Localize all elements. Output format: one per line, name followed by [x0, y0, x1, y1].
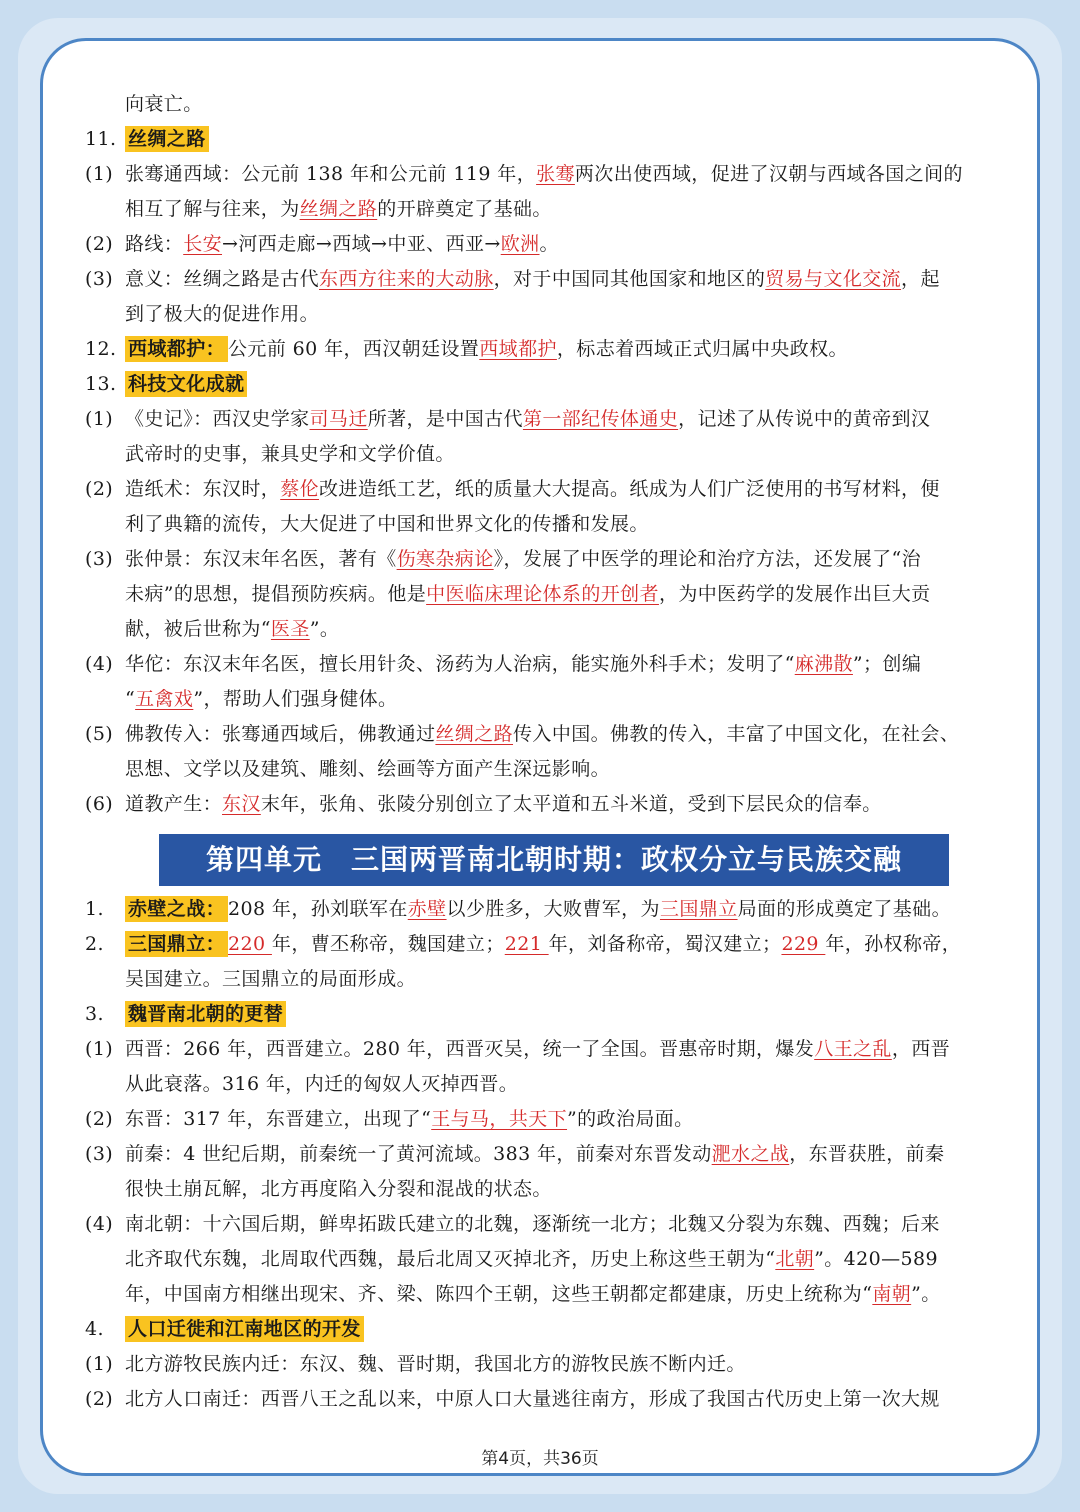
item-number: (1): [85, 408, 114, 430]
line-text: [125, 1102, 694, 1137]
text-run: 年，孙权称帝，: [825, 933, 962, 955]
text-run: 208 年，孙刘联军在: [228, 898, 408, 920]
item-number: (1): [85, 1353, 114, 1375]
text-run: 南北朝：十六国后期，鲜卑拓跋氏建立的北魏，逐渐统一北方；北魏又分裂为东魏、西魏；后来: [125, 1213, 940, 1235]
text-run: 向衰亡。: [125, 93, 203, 115]
key-term: 伤寒杂病论: [396, 548, 494, 570]
key-term: 中医临床理论体系的开创者: [426, 583, 659, 605]
text-line: [85, 507, 1015, 542]
item-number: (3): [85, 548, 114, 570]
text-run: →河西走廊→西域→中亚、西亚→: [222, 233, 501, 255]
key-term: 东西方往来的大动脉: [319, 268, 494, 290]
line-text: [125, 542, 921, 577]
text-run: ”。: [309, 618, 340, 640]
text-run: 从此衰落。316 年，内迁的匈奴人灭掉西晋。: [125, 1073, 519, 1095]
key-term: 医圣: [270, 618, 310, 640]
line-text: [125, 682, 397, 717]
text-line: [85, 962, 1015, 997]
text-run: 年，刘备称帝，蜀汉建立；: [548, 933, 782, 955]
key-term: 麻沸散: [794, 653, 853, 675]
key-term: 长安: [183, 233, 223, 255]
text-run: 年，曹丕称帝，魏国建立；: [271, 933, 505, 955]
key-term: 三国鼎立: [659, 898, 738, 920]
text-run: 华佗：东汉末年名医，擅长用针灸、汤药为人治病，能实施外科手术；发明了“: [125, 653, 795, 675]
text-run: ，为中医药学的发展作出巨大贡: [658, 583, 931, 605]
highlighted-heading: 魏晋南北朝的更替: [125, 1001, 286, 1027]
key-term: 221: [504, 933, 549, 955]
text-run: 相互了解与往来，为: [125, 198, 300, 220]
text-line: [85, 192, 1015, 227]
highlighted-heading: 西域都护：: [125, 336, 228, 362]
text-run: 张骞通西域：公元前 138 年和公元前 119 年，: [125, 163, 537, 185]
text-line: [85, 367, 1015, 402]
text-run: 道教产生：: [125, 793, 223, 815]
text-line: [85, 262, 1015, 297]
line-text: [125, 892, 951, 927]
key-term: 南朝: [872, 1283, 912, 1305]
text-run: 思想、文学以及建筑、雕刻、绘画等方面产生深远影响。: [125, 758, 611, 780]
text-run: 改进造纸工艺，纸的质量大大提高。纸成为人们广泛使用的书写材料，便: [319, 478, 940, 500]
text-run: 路线：: [125, 233, 184, 255]
line-text: [125, 1207, 940, 1242]
line-text: [125, 997, 286, 1032]
item-number: (3): [85, 268, 114, 290]
line-text: [125, 1312, 364, 1347]
line-text: [125, 87, 203, 122]
text-line: [85, 1312, 1015, 1347]
line-text: [125, 227, 559, 262]
text-line: [85, 717, 1015, 752]
key-term: 司马迁: [309, 408, 368, 430]
key-term: 八王之乱: [814, 1038, 892, 1060]
text-run: ，西晋: [891, 1038, 951, 1060]
unit-title: 第四单元 三国两晋南北朝时期：政权分立与民族交融: [159, 834, 949, 886]
text-run: 未病”的思想，提倡预防疾病。他是: [125, 583, 427, 605]
text-run: 利了典籍的流传，大大促进了中国和世界文化的传播和发展。: [125, 513, 649, 535]
text-line: [85, 682, 1015, 717]
text-line: [85, 1242, 1015, 1277]
text-line: [85, 472, 1015, 507]
item-number: (5): [85, 723, 114, 745]
text-run: 很快土崩瓦解，北方再度陷入分裂和混战的状态。: [125, 1178, 552, 1200]
key-term: 蔡伦: [280, 478, 320, 500]
line-text: [125, 962, 416, 997]
text-line: [85, 892, 1015, 927]
key-term: 丝绸之路: [299, 198, 378, 220]
text-run: 北方游牧民族内迁：东汉、魏、晋时期，我国北方的游牧民族不断内迁。: [125, 1353, 746, 1375]
text-run: 西晋：266 年，西晋建立。280 年，西晋灭吴，统一了全国。晋惠帝时期，爆发: [125, 1038, 815, 1060]
line-text: [125, 332, 848, 367]
text-run: 前秦：4 世纪后期，前秦统一了黄河流域。383 年，前秦对东晋发动: [125, 1143, 712, 1165]
key-term: 东汉: [222, 793, 261, 815]
text-run: ”的政治局面。: [567, 1108, 694, 1130]
item-number: 13.: [85, 373, 117, 395]
text-line: [85, 87, 1015, 122]
text-line: [85, 157, 1015, 192]
line-text: [125, 157, 963, 192]
highlighted-heading: 赤壁之战：: [125, 896, 228, 922]
text-run: 东晋：317 年，东晋建立，出现了“: [125, 1108, 432, 1130]
document-body: [85, 87, 1015, 1417]
line-text: [125, 262, 940, 297]
text-run: 所著，是中国古代: [367, 408, 523, 430]
text-run: 以少胜多，大败曹军，为: [446, 898, 660, 920]
text-run: ”。420—589: [814, 1248, 938, 1270]
document-page: [40, 38, 1040, 1476]
line-text: [125, 1067, 518, 1102]
line-text: [125, 367, 247, 402]
line-text: [125, 1242, 938, 1277]
text-line: [85, 1067, 1015, 1102]
line-text: [125, 122, 209, 157]
item-number: (6): [85, 793, 114, 815]
text-run: 末年，张角、张陵分别创立了太平道和五斗米道，受到下层民众的信奉。: [260, 793, 882, 815]
key-term: 220: [228, 933, 272, 955]
text-line: [85, 927, 1015, 962]
key-term: 赤壁: [407, 898, 447, 920]
text-run: 的开辟奠定了基础。: [377, 198, 552, 220]
item-number: (1): [85, 1038, 114, 1060]
line-text: [125, 717, 959, 752]
unit-banner: [85, 822, 1015, 892]
text-run: ，标志着西域正式归属中央政权。: [556, 338, 848, 360]
key-term: 张骞: [536, 163, 575, 185]
text-run: ，起: [901, 268, 940, 290]
text-line: [85, 1382, 1015, 1417]
item-number: (4): [85, 653, 114, 675]
text-line: [85, 1137, 1015, 1172]
text-line: [85, 1032, 1015, 1067]
text-line: [85, 542, 1015, 577]
text-run: 佛教传入：张骞通西域后，佛教通过: [125, 723, 436, 745]
page-number: 第4页，共36页: [481, 1449, 599, 1469]
text-run: ”。: [911, 1283, 941, 1305]
text-run: 造纸术：东汉时，: [125, 478, 281, 500]
line-text: [125, 472, 940, 507]
highlighted-heading: 三国鼎立：: [125, 931, 228, 957]
text-run: 吴国建立。三国鼎立的局面形成。: [125, 968, 417, 990]
line-text: [125, 402, 930, 437]
line-text: [125, 752, 610, 787]
highlighted-heading: 人口迁徙和江南地区的开发: [125, 1316, 364, 1342]
item-number: (1): [85, 163, 114, 185]
text-run: 张仲景：东汉末年名医，著有《: [125, 548, 397, 570]
text-run: 《史记》：西汉史学家: [125, 408, 310, 430]
text-run: ，东晋获胜，前秦: [789, 1143, 945, 1165]
key-term: 北朝: [775, 1248, 815, 1270]
key-term: 王与马，共天下: [431, 1108, 568, 1130]
item-number: (2): [85, 1108, 114, 1130]
text-line: [85, 402, 1015, 437]
line-text: [125, 647, 921, 682]
text-line: [85, 227, 1015, 262]
key-term: 229: [781, 933, 826, 955]
key-term: 欧洲: [500, 233, 540, 255]
text-run: ，记述了从传说中的黄帝到汉: [678, 408, 931, 430]
line-text: [125, 787, 882, 822]
text-line: [85, 1172, 1015, 1207]
key-term: 五禽戏: [135, 688, 194, 710]
text-run: 。: [539, 233, 559, 255]
text-run: ”；创编: [852, 653, 922, 675]
item-number: 2.: [85, 933, 104, 955]
item-number: (2): [85, 1388, 114, 1410]
text-line: [85, 437, 1015, 472]
line-text: [125, 297, 319, 332]
item-number: 11.: [85, 128, 117, 150]
text-line: [85, 612, 1015, 647]
line-text: [125, 1172, 552, 1207]
text-run: 北方人口南迁：西晋八王之乱以来，中原人口大量逃往南方，形成了我国古代历史上第一次大规: [125, 1388, 940, 1410]
text-line: [85, 332, 1015, 367]
text-run: 北齐取代东魏，北周取代西魏，最后北周又灭掉北齐，历史上称这些王朝为“: [125, 1248, 776, 1270]
text-line: [85, 577, 1015, 612]
text-run: 两次出使西域，促进了汉朝与西域各国之间的: [574, 163, 963, 185]
key-term: 丝绸之路: [435, 723, 514, 745]
text-run: “: [125, 688, 136, 710]
line-text: [125, 577, 931, 612]
item-number: (2): [85, 478, 114, 500]
text-run: 到了极大的促进作用。: [125, 303, 320, 325]
text-line: [85, 787, 1015, 822]
text-run: 传入中国。佛教的传入，丰富了中国文化，在社会、: [513, 723, 960, 745]
line-text: [125, 1137, 944, 1172]
text-line: [85, 752, 1015, 787]
text-run: 献，被后世称为“: [125, 618, 271, 640]
text-line: [85, 647, 1015, 682]
text-run: ，对于中国同其他国家和地区的: [493, 268, 766, 290]
line-text: [125, 437, 455, 472]
text-line: [85, 1277, 1015, 1312]
key-term: 第一部纪传体通史: [522, 408, 679, 430]
item-number: 1.: [85, 898, 104, 920]
text-run: ”，帮助人们强身健体。: [193, 688, 398, 710]
text-line: [85, 1207, 1015, 1242]
highlighted-heading: 科技文化成就: [125, 371, 247, 397]
text-run: 局面的形成奠定了基础。: [737, 898, 951, 920]
item-number: 4.: [85, 1318, 104, 1340]
item-number: 12.: [85, 338, 117, 360]
line-text: [125, 1382, 940, 1417]
text-run: 意义：丝绸之路是古代: [125, 268, 320, 290]
text-line: [85, 1102, 1015, 1137]
text-run: 》，发展了中医学的理论和治疗方法，还发展了“治: [493, 548, 922, 570]
key-term: 西域都护: [479, 338, 557, 360]
text-run: 武帝时的史事，兼具史学和文学价值。: [125, 443, 455, 465]
item-number: (4): [85, 1213, 114, 1235]
text-line: [85, 1347, 1015, 1382]
line-text: [125, 612, 339, 647]
line-text: [125, 927, 961, 962]
text-line: [85, 297, 1015, 332]
key-term: 贸易与文化交流: [765, 268, 902, 290]
line-text: [125, 1347, 746, 1382]
line-text: [125, 1032, 950, 1067]
line-text: [125, 192, 552, 227]
line-text: [125, 1277, 941, 1312]
item-number: (3): [85, 1143, 114, 1165]
text-run: 年，中国南方相继出现宋、齐、梁、陈四个王朝，这些王朝都定都建康，历史上统称为“: [125, 1283, 873, 1305]
text-line: [85, 122, 1015, 157]
item-number: (2): [85, 233, 114, 255]
key-term: 淝水之战: [711, 1143, 790, 1165]
text-line: [85, 997, 1015, 1032]
highlighted-heading: 丝绸之路: [125, 126, 209, 152]
line-text: [125, 507, 649, 542]
text-run: 公元前 60 年，西汉朝廷设置: [228, 338, 480, 360]
item-number: 3.: [85, 1003, 104, 1025]
